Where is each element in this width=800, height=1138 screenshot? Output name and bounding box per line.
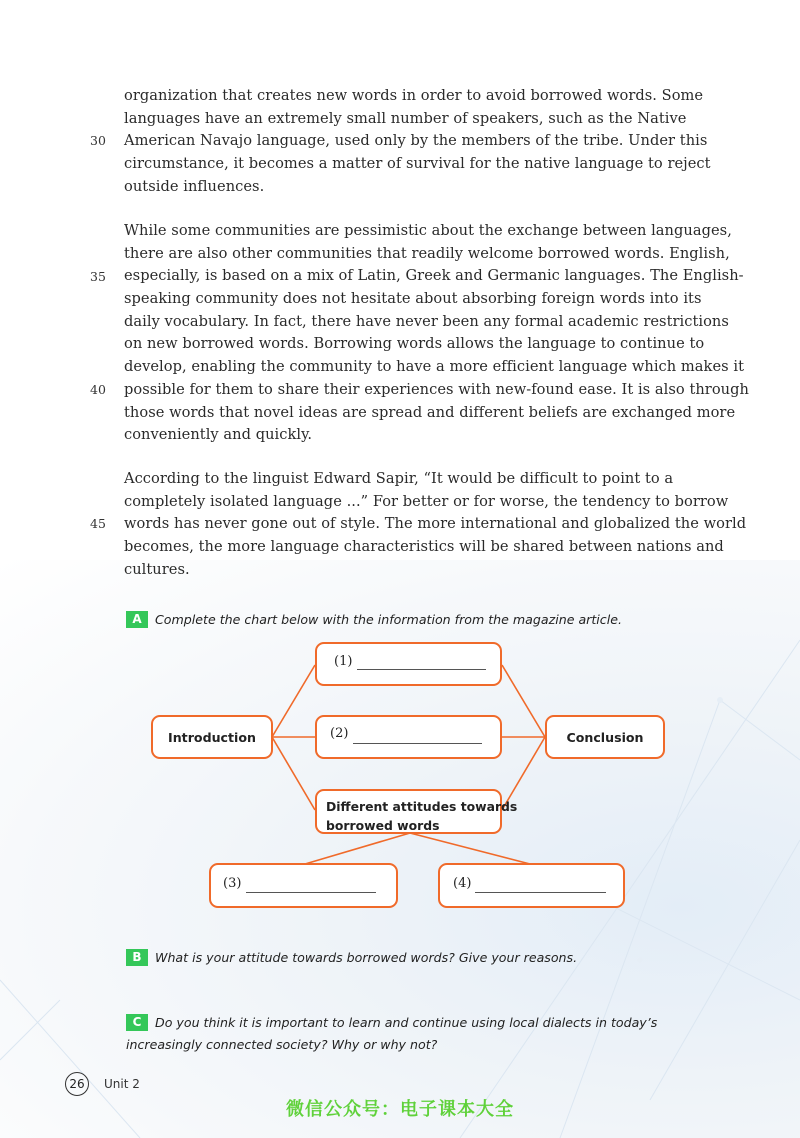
blank-box-3[interactable] xyxy=(209,863,398,908)
answer-line-2[interactable] xyxy=(353,743,482,744)
task-b-instruction: What is your attitude towards borrowed words? Give your reasons. xyxy=(155,950,578,965)
introduction-box xyxy=(151,715,273,759)
article-line: completely isolated language ...” For better or for worse, the tendency to borrow xyxy=(124,492,729,510)
task-b-badge: B xyxy=(126,949,148,966)
article-line: becomes, the more language characteristics will be shared between nations and xyxy=(124,538,724,556)
article-line: there are also other communities that readily welcome borrowed words. English, xyxy=(124,244,730,262)
article-line: especially, is based on a mix of Latin, Greek and Germanic languages. The English- xyxy=(124,267,744,285)
task-a-badge: A xyxy=(126,611,148,628)
task-b xyxy=(126,947,577,969)
attitudes-box xyxy=(315,789,518,834)
attitudes-label-line1: Different attitudes towards xyxy=(326,799,518,814)
task-c xyxy=(126,1012,657,1056)
article-line: While some communities are pessimistic about the exchange between languages, xyxy=(124,222,732,239)
blank-number-3: (3) xyxy=(223,876,242,891)
article-line: speaking community does not hesitate about absorbing foreign words into its xyxy=(124,290,702,308)
article-line: languages have an extremely small number of speakers, such as the Native xyxy=(124,109,687,127)
task-c-instruction-2: increasingly connected society? Why or why not? xyxy=(126,1037,438,1052)
article-line: words has never gone out of style. The more international and globalized the world xyxy=(124,515,747,533)
conclusion-box xyxy=(545,715,665,759)
article-line: daily vocabulary. In fact, there have never been any formal academic restrictions xyxy=(124,312,729,330)
article-line: cultures. xyxy=(124,560,190,578)
article-line: on new borrowed words. Borrowing words allows the language to continue to xyxy=(124,335,705,353)
line-number: 30 xyxy=(90,133,106,148)
article-line: According to the linguist Edward Sapir, “It would be difficult to point to a xyxy=(124,470,674,487)
task-a-instruction: Complete the chart below with the information from the magazine article. xyxy=(155,612,622,627)
conclusion-label: Conclusion xyxy=(566,729,644,745)
page-number: 26 xyxy=(65,1072,89,1096)
article-line: circumstance, it becomes a matter of survival for the native language to reject xyxy=(124,155,711,173)
answer-line-1[interactable] xyxy=(357,669,486,670)
task-c-instruction-1: Do you think it is important to learn and continue using local dialects in today’s xyxy=(155,1015,658,1030)
line-number: 45 xyxy=(90,516,106,531)
line-number: 35 xyxy=(90,269,106,284)
blank-box-2[interactable] xyxy=(315,715,502,759)
attitudes-label-line2: borrowed words xyxy=(326,818,440,833)
watermark: 微信公众号：电子课本大全 xyxy=(286,1099,514,1120)
article-line: organization that creates new words in order to avoid borrowed words. Some xyxy=(124,87,704,104)
blank-box-1[interactable] xyxy=(315,642,502,686)
blank-box-4[interactable] xyxy=(438,863,625,908)
task-c-line-1 xyxy=(126,1012,657,1034)
line-number: 40 xyxy=(90,382,106,397)
answer-line-3[interactable] xyxy=(246,892,376,893)
article-line: those words that novel ideas are spread and different beliefs are exchanged more xyxy=(124,403,736,421)
article-line: outside influences. xyxy=(124,177,265,195)
article-line: possible for them to share their experiences with new-found ease. It is also through xyxy=(124,380,749,398)
article-line: American Navajo language, used only by the members of the tribe. Under this xyxy=(124,132,708,150)
article-line: develop, enabling the community to have a more efficient language which makes it xyxy=(124,358,745,376)
unit-label: Unit 2 xyxy=(104,1077,140,1091)
blank-number-2: (2) xyxy=(330,726,349,741)
introduction-label: Introduction xyxy=(168,729,256,745)
task-c-badge: C xyxy=(126,1014,148,1031)
answer-line-4[interactable] xyxy=(475,892,606,893)
article-line: conveniently and quickly. xyxy=(124,426,313,444)
blank-number-1: (1) xyxy=(334,654,353,669)
blank-number-4: (4) xyxy=(453,876,472,891)
